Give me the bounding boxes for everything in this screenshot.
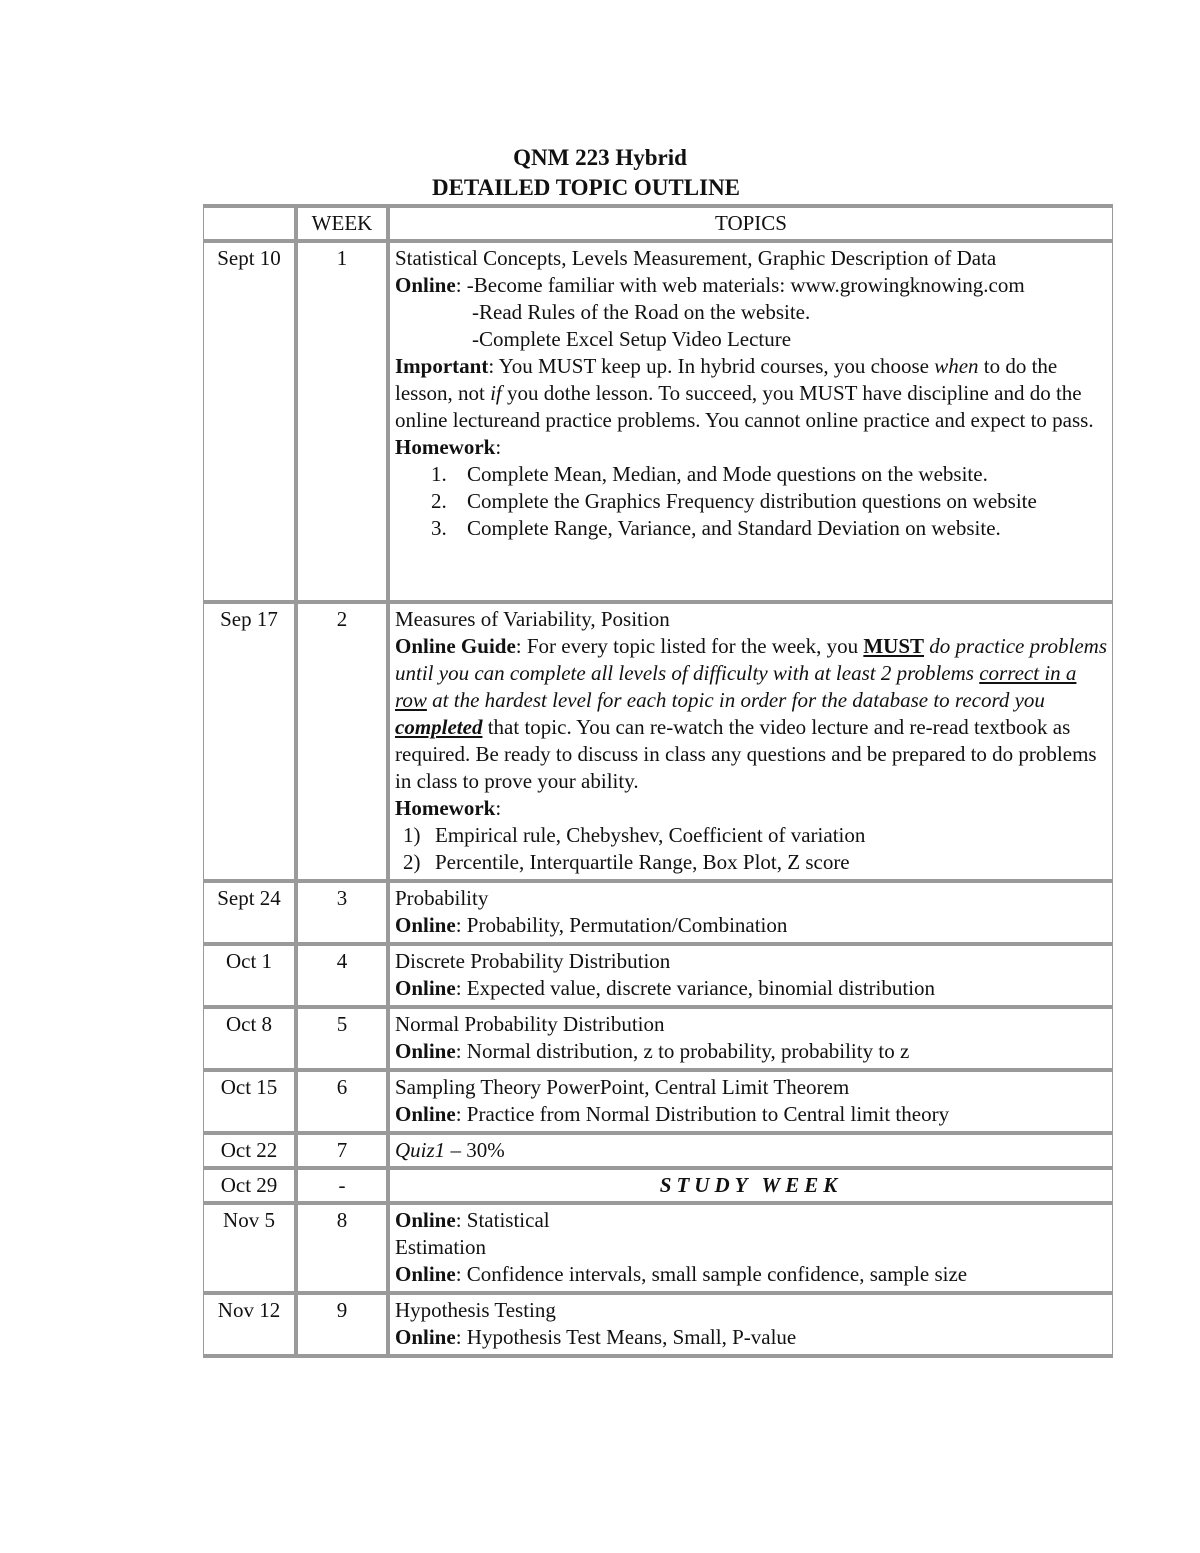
guide-text: do practice problems until you can complete all levels of difficulty with at least 2 problems	[395, 634, 1107, 685]
table-row	[203, 243, 1113, 604]
list-text: Percentile, Interquartile Range, Box Plot, Z score	[435, 850, 850, 874]
online-label: Online	[395, 976, 456, 1000]
topic-title: Discrete Probability Distribution	[395, 949, 671, 973]
list-item	[395, 488, 1107, 515]
row-topics	[386, 1009, 1113, 1072]
list-number: 1.	[431, 462, 447, 486]
guide-label: Online Guide	[395, 634, 516, 658]
guide-text: that topic. You can re-watch the video lecture and re-read textbook as required. Be ready to discuss in class any questions and be prepared to do problems in class to prove your ability.	[395, 715, 1097, 793]
homework-heading	[395, 434, 1107, 461]
row-week: 3	[294, 883, 386, 946]
row-date: Oct 15	[203, 1072, 294, 1135]
table-row	[203, 1295, 1113, 1358]
header-week: WEEK	[294, 204, 386, 243]
row-week: 4	[294, 946, 386, 1009]
study-week-label: STUDY WEEK	[386, 1170, 1113, 1205]
topic-title: Probability	[395, 886, 489, 910]
row-topics	[386, 946, 1113, 1009]
important-note	[395, 353, 1107, 434]
row-week: 6	[294, 1072, 386, 1135]
header-date	[203, 204, 294, 243]
row-topics	[386, 1135, 1113, 1170]
row-date: Oct 8	[203, 1009, 294, 1072]
row-week: 2	[294, 604, 386, 883]
row-week: 7	[294, 1135, 386, 1170]
row-date: Oct 29	[203, 1170, 294, 1205]
row-date: Nov 12	[203, 1295, 294, 1358]
row-week: 9	[294, 1295, 386, 1358]
row-topics	[386, 604, 1113, 883]
table-row	[203, 883, 1113, 946]
header-topics: TOPICS	[386, 204, 1113, 243]
online-text: : Confidence intervals, small sample confidence, sample size	[455, 1262, 968, 1286]
guide-text: : For every topic listed for the week, you	[515, 634, 864, 658]
online-subitem: -Read Rules of the Road on the website.	[472, 300, 811, 324]
row-week: 1	[294, 243, 386, 604]
document-title: QNM 223 Hybrid	[513, 145, 687, 170]
online-label: Online	[395, 1262, 456, 1286]
online-line	[395, 975, 1107, 1002]
online-text: : Expected value, discrete variance, binomial distribution	[455, 976, 936, 1000]
table-header-row	[203, 204, 1113, 243]
row-date: Oct 22	[203, 1135, 294, 1170]
guide-emphasis: completed	[395, 715, 483, 739]
guide-emphasis: correct in a row	[395, 661, 1077, 712]
online-text: : Statistical	[455, 1208, 550, 1232]
guide-text: at the hardest level for each topic in order for the database to record you	[426, 688, 1045, 712]
topic-title: Statistical Concepts, Levels Measurement, Graphic Description of Data	[395, 246, 997, 270]
list-item	[395, 515, 1107, 542]
quiz-label: Quiz1	[395, 1138, 446, 1162]
row-week: -	[294, 1170, 386, 1205]
list-number: 2.	[431, 489, 447, 513]
topic-title: Hypothesis Testing	[395, 1298, 556, 1322]
online-label: Online	[395, 1208, 456, 1232]
row-date: Sep 17	[203, 604, 294, 883]
online-line	[395, 1261, 1107, 1288]
list-item	[395, 849, 1107, 876]
table-row	[203, 1170, 1113, 1205]
online-text: : -Become familiar with web materials: www.growingknowing.com	[455, 273, 1025, 297]
online-guide	[395, 633, 1107, 795]
online-line	[395, 272, 1107, 299]
row-date: Sept 24	[203, 883, 294, 946]
row-topics	[386, 243, 1113, 604]
list-text: Complete the Graphics Frequency distribution questions on website	[467, 489, 1037, 513]
row-week: 5	[294, 1009, 386, 1072]
online-label: Online	[395, 1102, 456, 1126]
row-topics	[386, 1205, 1113, 1295]
online-label: Online	[395, 913, 456, 937]
row-topics	[386, 883, 1113, 946]
table-row	[203, 946, 1113, 1009]
online-line	[395, 912, 1107, 939]
guide-emphasis: MUST	[863, 634, 925, 658]
homework-heading	[395, 795, 1107, 822]
topic-outline-table	[203, 204, 1113, 1358]
important-label: Important	[395, 354, 489, 378]
quiz-weight: – 30%	[445, 1138, 505, 1162]
row-topics	[386, 1072, 1113, 1135]
list-text: Complete Mean, Median, and Mode questions on the website.	[467, 462, 988, 486]
online-label: Online	[395, 1039, 456, 1063]
homework-colon: :	[495, 435, 502, 459]
row-date: Oct 1	[203, 946, 294, 1009]
list-number: 2)	[403, 850, 421, 874]
online-label: Online	[395, 273, 456, 297]
homework-label: Homework	[395, 796, 496, 820]
online-line	[395, 1101, 1107, 1128]
document-subtitle: DETAILED TOPIC OUTLINE	[431, 175, 741, 200]
table-row	[203, 1009, 1113, 1072]
online-text: : Hypothesis Test Means, Small, P-value	[455, 1325, 797, 1349]
online-line	[395, 1038, 1107, 1065]
online-text: : Normal distribution, z to probability, probability to z	[455, 1039, 910, 1063]
important-emphasis: if	[490, 381, 502, 405]
homework-label: Homework	[395, 435, 496, 459]
list-number: 3.	[431, 516, 447, 540]
online-label: Online	[395, 1325, 456, 1349]
homework-colon: :	[495, 796, 502, 820]
online-text: : Practice from Normal Distribution to Central limit theory	[455, 1102, 950, 1126]
topic-title: Normal Probability Distribution	[395, 1012, 665, 1036]
online-text: : Probability, Permutation/Combination	[455, 913, 788, 937]
table-row	[203, 1135, 1113, 1170]
online-subitem: -Complete Excel Setup Video Lecture	[472, 327, 792, 351]
row-week: 8	[294, 1205, 386, 1295]
list-item	[395, 822, 1107, 849]
online-line	[395, 1207, 1107, 1234]
topic-title: Estimation	[395, 1235, 486, 1259]
list-number: 1)	[403, 823, 421, 847]
important-text: to do the lesson, not	[395, 354, 1058, 405]
important-text: you dothe lesson. To succeed, you MUST have discipline and do the online lectureand practice problems. You cannot online practice and expect to pass.	[395, 381, 1094, 432]
table-row	[203, 604, 1113, 883]
important-emphasis: when	[934, 354, 979, 378]
topic-title: Measures of Variability, Position	[395, 607, 670, 631]
row-topics	[386, 1295, 1113, 1358]
table-row	[203, 1072, 1113, 1135]
important-text: : You MUST keep up. In hybrid courses, you choose	[488, 354, 935, 378]
online-line	[395, 1324, 1107, 1351]
list-item	[395, 461, 1107, 488]
table-row	[203, 1205, 1113, 1295]
row-date: Sept 10	[203, 243, 294, 604]
row-date: Nov 5	[203, 1205, 294, 1295]
list-text: Complete Range, Variance, and Standard Deviation on website.	[467, 516, 1001, 540]
topic-title: Sampling Theory PowerPoint, Central Limit Theorem	[395, 1075, 850, 1099]
list-text: Empirical rule, Chebyshev, Coefficient of variation	[435, 823, 866, 847]
